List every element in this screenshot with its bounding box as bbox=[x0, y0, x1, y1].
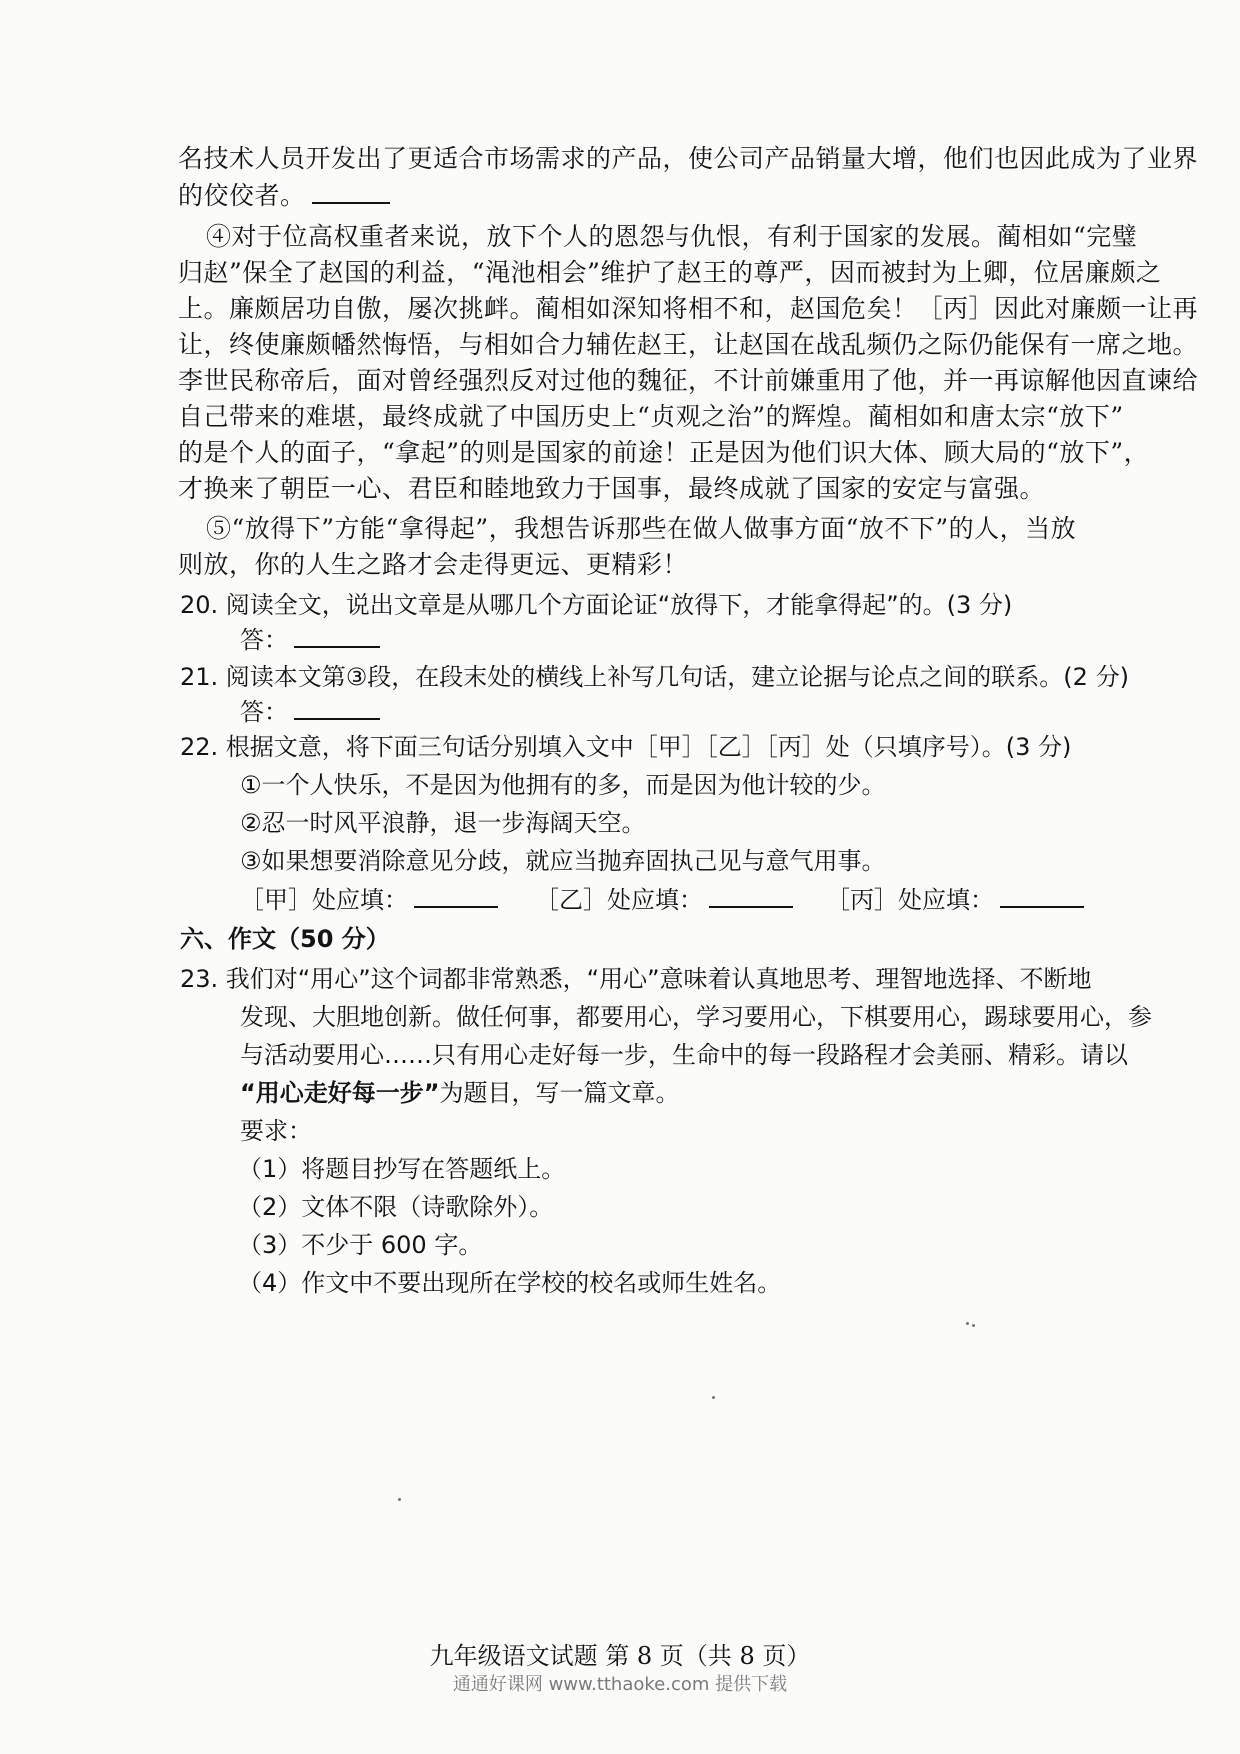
passage-line: ⑤“放得下”方能“拿得起”，我想告诉那些在做人做事方面“放不下”的人，当放 bbox=[206, 514, 1077, 543]
fill-bing bbox=[826, 882, 1084, 917]
requirement-item: （4）作文中不要出现所在学校的校名或师生姓名。 bbox=[238, 1269, 782, 1297]
question-22: 22. 根据文意，将下面三句话分别填入文中［甲］［乙］［丙］处（只填序号）。(3 分) bbox=[180, 733, 1072, 761]
section-title: 六、作文（50 分） bbox=[180, 925, 390, 953]
requirement-item: （1）将题目抄写在答题纸上。 bbox=[238, 1155, 566, 1183]
passage-line: 名技术人员开发出了更适合市场需求的产品，使公司产品销量大增，他们也因此成为了业界 bbox=[178, 144, 1199, 173]
essay-line bbox=[240, 1076, 680, 1110]
passage-text: 的佼佼者。 bbox=[178, 181, 306, 210]
answer-blank[interactable] bbox=[709, 882, 793, 908]
passage-line: 才换来了朝臣一心、君臣和睦地致力于国事，最终成就了国家的安定与富强。 bbox=[178, 474, 1046, 503]
answer-label: 答： bbox=[240, 626, 288, 654]
passage-line: 上。廉颇居功自傲，屡次挑衅。蔺相如深知将相不和，赵国危矣！［丙］因此对廉颇一让再 bbox=[178, 294, 1199, 323]
essay-line: 发现、大胆地创新。做任何事，都要用心，学习要用心，下棋要用心，踢球要用心，参 bbox=[240, 1003, 1152, 1031]
passage-line: 归赵”保全了赵国的利益，“渑池相会”维护了赵王的尊严，因而被封为上卿，位居廉颇之 bbox=[178, 258, 1162, 287]
scan-speck bbox=[972, 1324, 975, 1327]
passage-line: 的是个人的面子，“拿起”的则是国家的前途！正是因为他们识大体、顾大局的“放下”， bbox=[178, 438, 1150, 467]
answer-line bbox=[240, 694, 380, 729]
answer-label: 答： bbox=[240, 698, 288, 726]
option-3: ③如果想要消除意见分歧，就应当抛弃固执己见与意气用事。 bbox=[240, 847, 886, 875]
question-23: 23. 我们对“用心”这个词都非常熟悉，“用心”意味着认真地思考、理智地选择、不断地 bbox=[180, 965, 1092, 993]
essay-text: 为题目，写一篇文章。 bbox=[439, 1079, 680, 1107]
passage-line bbox=[178, 178, 390, 213]
passage-line: 李世民称帝后，面对曾经强烈反对过他的魏征，不计前嫌重用了他，并一再谅解他因直谏给 bbox=[178, 366, 1199, 395]
essay-title: “用心走好每一步” bbox=[240, 1079, 440, 1107]
passage-line: ④对于位高权重者来说，放下个人的恩怨与仇恨，有利于国家的发展。蔺相如“完璧 bbox=[206, 222, 1138, 251]
question-21: 21. 阅读本文第③段，在段末处的横线上补写几句话，建立论据与论点之间的联系。(2 分) bbox=[180, 663, 1129, 691]
passage-line: 让，终使廉颇幡然悔悟，与相如合力辅佐赵王，让赵国在战乱频仍之际仍能保有一席之地。 bbox=[178, 330, 1199, 359]
question-20: 20. 阅读全文，说出文章是从哪几个方面论证“放得下，才能拿得起”的。(3 分) bbox=[180, 591, 1013, 619]
answer-blank[interactable] bbox=[294, 622, 380, 648]
answer-blank[interactable] bbox=[1000, 882, 1084, 908]
requirements-title: 要求： bbox=[240, 1117, 312, 1145]
scan-speck bbox=[966, 1322, 969, 1325]
passage-line: 自己带来的难堪，最终成就了中国历史上“贞观之治”的辉煌。蔺相如和唐太宗“放下” bbox=[178, 402, 1124, 431]
scan-speck bbox=[398, 1498, 401, 1501]
answer-blank[interactable] bbox=[294, 694, 380, 720]
option-2: ②忍一时风平浪静，退一步海阔天空。 bbox=[240, 809, 646, 837]
answer-blank[interactable] bbox=[312, 178, 390, 204]
fill-yi bbox=[535, 882, 793, 917]
option-1: ①一个人快乐，不是因为他拥有的多，而是因为他计较的少。 bbox=[240, 771, 886, 799]
scan-speck bbox=[712, 1396, 715, 1399]
requirement-item: （3）不少于 600 字。 bbox=[238, 1231, 483, 1259]
passage-line: 则放，你的人生之路才会走得更远、更精彩！ bbox=[178, 550, 689, 579]
fill-label: ［甲］处应填： bbox=[240, 886, 408, 914]
fill-label: ［乙］处应填： bbox=[535, 886, 703, 914]
answer-blank[interactable] bbox=[414, 882, 498, 908]
requirement-item: （2）文体不限（诗歌除外）。 bbox=[238, 1193, 554, 1221]
essay-line: 与活动要用心……只有用心走好每一步，生命中的每一段路程才会美丽、精彩。请以 bbox=[240, 1041, 1128, 1069]
page-footer: 九年级语文试题 第 8 页（共 8 页） bbox=[429, 1642, 811, 1670]
fill-label: ［丙］处应填： bbox=[826, 886, 994, 914]
fill-jia bbox=[240, 882, 498, 917]
watermark: 通通好课网 www.tthaoke.com 提供下载 bbox=[452, 1674, 788, 1695]
answer-line bbox=[240, 622, 380, 657]
